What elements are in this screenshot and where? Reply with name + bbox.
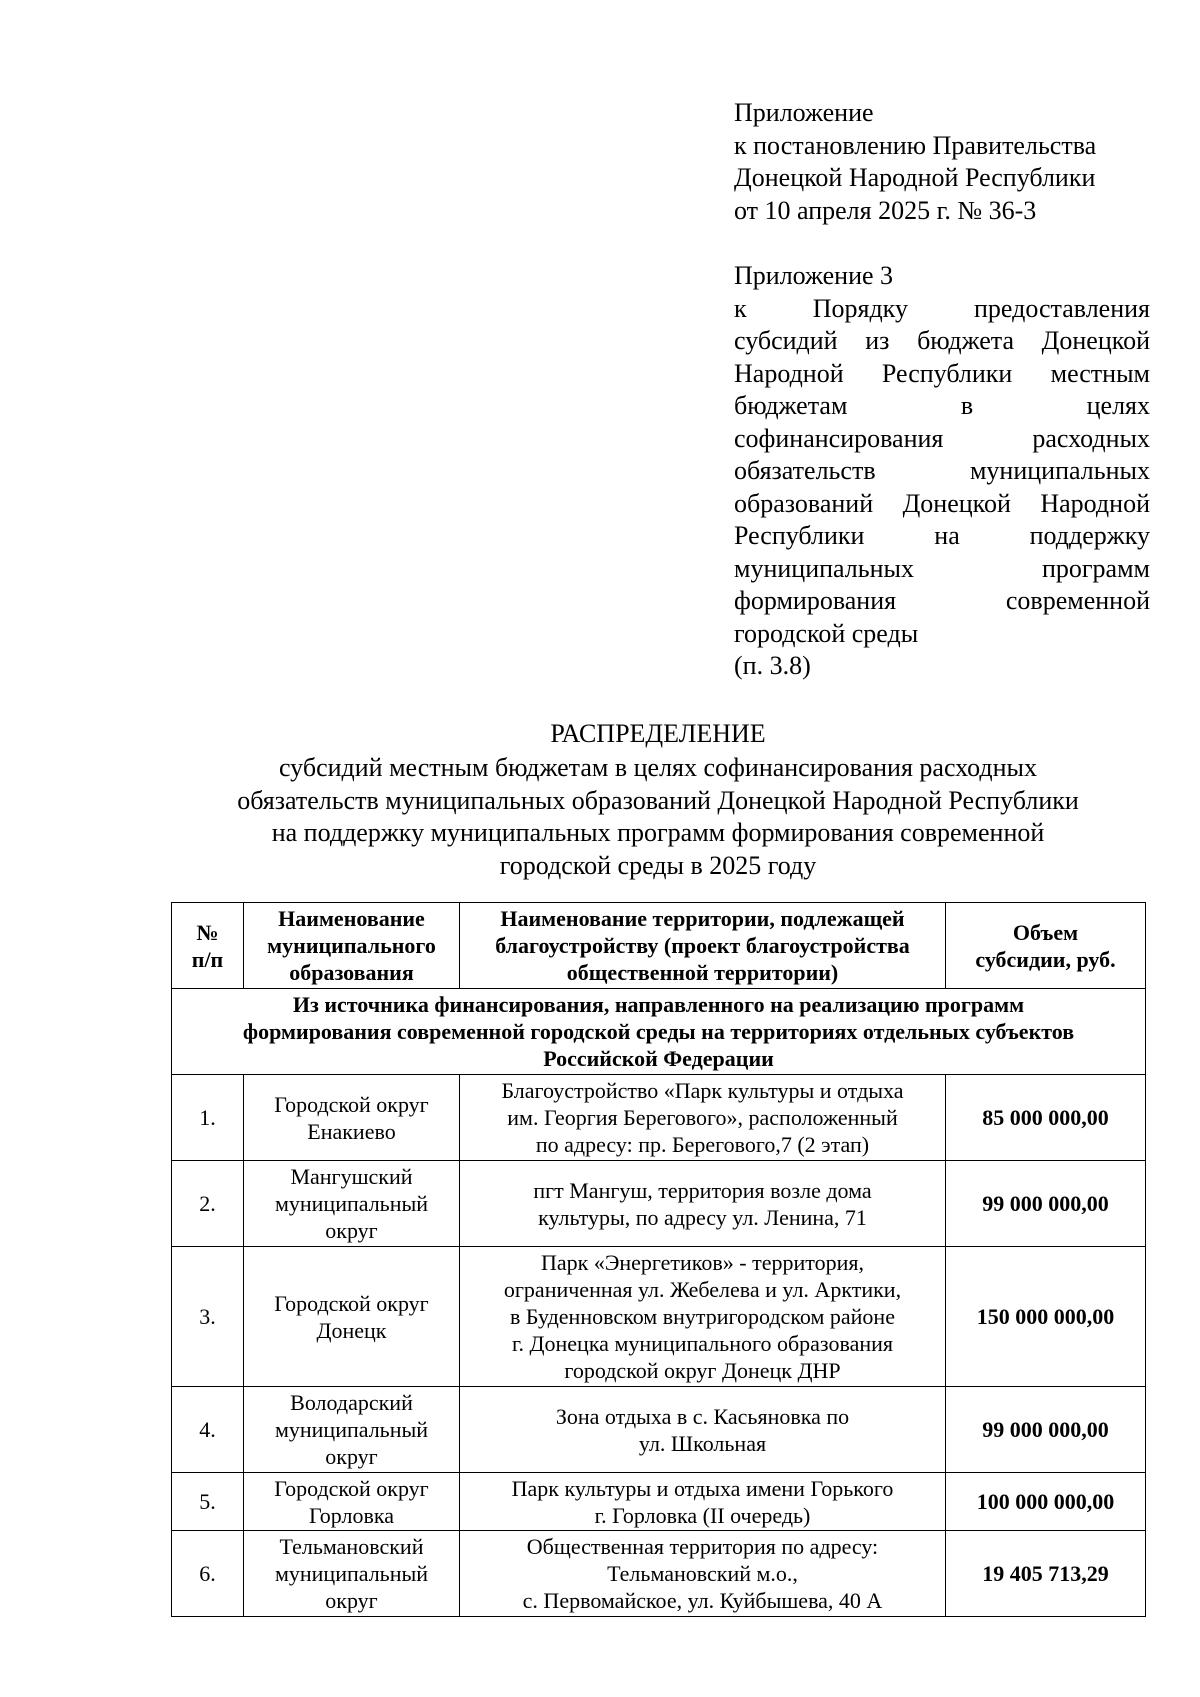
annex3-line: бюджетам в целях	[734, 391, 1150, 420]
annex3-line: муниципальных программ	[734, 553, 1150, 583]
row-number: 3.	[172, 1247, 244, 1387]
annex3-line: Республики на поддержку	[734, 521, 1150, 550]
territory-cell: Парк культуры и отдыха имени Горького г. Горловка (II очередь)	[460, 1473, 946, 1531]
annex-line: Приложение	[734, 98, 874, 127]
annex3-line: городской среды	[734, 618, 919, 648]
table-row	[172, 1531, 1146, 1617]
annex-line: Донецкой Народной Республики	[734, 163, 1096, 192]
municipality-cell: Мангушский муниципальный округ	[244, 1161, 460, 1247]
annex3-line: Приложение 3	[734, 261, 894, 290]
annex3-line: Народной Республики местным	[734, 358, 1150, 388]
document-subtitle	[160, 752, 1156, 882]
annex3-line: (п. 3.8)	[734, 651, 811, 680]
table-row	[172, 1387, 1146, 1473]
header-municipality: Наименование муниципального образования	[244, 903, 460, 989]
table-row	[172, 1075, 1146, 1161]
subtitle-line: на поддержку муниципальных программ формирования современной	[271, 818, 1045, 847]
amount-cell: 85 000 000,00	[946, 1075, 1146, 1161]
amount-cell: 19 405 713,29	[946, 1531, 1146, 1617]
territory-cell: пгт Мангуш, территория возле дома культуры, по адресу ул. Ленина, 71	[460, 1161, 946, 1247]
annex-line: от 10 апреля 2025 г. № 36-3	[734, 195, 1037, 225]
amount-cell: 99 000 000,00	[946, 1161, 1146, 1247]
row-number: 2.	[172, 1161, 244, 1247]
table-row	[172, 1161, 1146, 1247]
header-amount: Объем субсидии, руб.	[946, 903, 1146, 989]
header-number: № п/п	[172, 903, 244, 989]
annex3-line: к Порядку предоставления	[734, 293, 1150, 323]
row-number: 1.	[172, 1075, 244, 1161]
territory-cell: Благоустройство «Парк культуры и отдыха им. Георгия Берегового», расположенный по адресу: пр. Берегового,7 (2 этап)	[460, 1075, 946, 1161]
amount-cell: 99 000 000,00	[946, 1387, 1146, 1473]
territory-cell: Парк «Энергетиков» - территория, ограниченная ул. Жебелева и ул. Арктики, в Буденновском внутригородском районе г. Донецка муниципального образования городской округ Донецк ДНР	[460, 1247, 946, 1387]
table-row	[172, 1247, 1146, 1387]
header-territory: Наименование территории, подлежащей благоустройству (проект благоустройства общественной территории)	[460, 903, 946, 989]
territory-cell: Зона отдыха в с. Касьяновка по ул. Школьная	[460, 1387, 946, 1473]
document-title: РАСПРЕДЕЛЕНИЕ	[550, 719, 766, 748]
municipality-cell: Городской округ Горловка	[244, 1473, 460, 1531]
amount-cell: 100 000 000,00	[946, 1473, 1146, 1531]
annex3-block	[734, 260, 1150, 683]
municipality-cell: Городской округ Енакиево	[244, 1075, 460, 1161]
municipality-cell: Городской округ Донецк	[244, 1247, 460, 1387]
row-number: 4.	[172, 1387, 244, 1473]
subtitle-line: городской среды в 2025 году	[499, 850, 817, 880]
annex3-line: субсидий из бюджета Донецкой	[734, 326, 1150, 355]
amount-cell: 150 000 000,00	[946, 1247, 1146, 1387]
table-row	[172, 1473, 1146, 1531]
section-heading: Из источника финансирования, направленного на реализацию программ формирования современной городской среды на территориях отдельных субъектов Российской Федерации	[172, 989, 1146, 1075]
annex3-line: формирования современной	[734, 586, 1150, 615]
territory-cell: Общественная территория по адресу: Тельмановский м.о., с. Первомайское, ул. Куйбышева, 40 А	[460, 1531, 946, 1617]
subtitle-line: субсидий местным бюджетам в целях софинансирования расходных	[278, 753, 1038, 782]
municipality-cell: Тельмановский муниципальный округ	[244, 1531, 460, 1617]
subsidy-table	[171, 902, 1146, 1617]
annex3-line: образований Донецкой Народной	[734, 488, 1150, 518]
annex-line: к постановлению Правительства	[734, 130, 1097, 160]
table-header-row	[172, 903, 1146, 989]
section-row	[172, 989, 1146, 1075]
row-number: 5.	[172, 1473, 244, 1531]
municipality-cell: Володарский муниципальный округ	[244, 1387, 460, 1473]
annex3-line: обязательств муниципальных	[734, 456, 1150, 485]
subtitle-line: обязательств муниципальных образований Донецкой Народной Республики	[237, 785, 1079, 815]
annex-block	[734, 97, 1150, 227]
annex3-line: софинансирования расходных	[734, 423, 1150, 453]
row-number: 6.	[172, 1531, 244, 1617]
